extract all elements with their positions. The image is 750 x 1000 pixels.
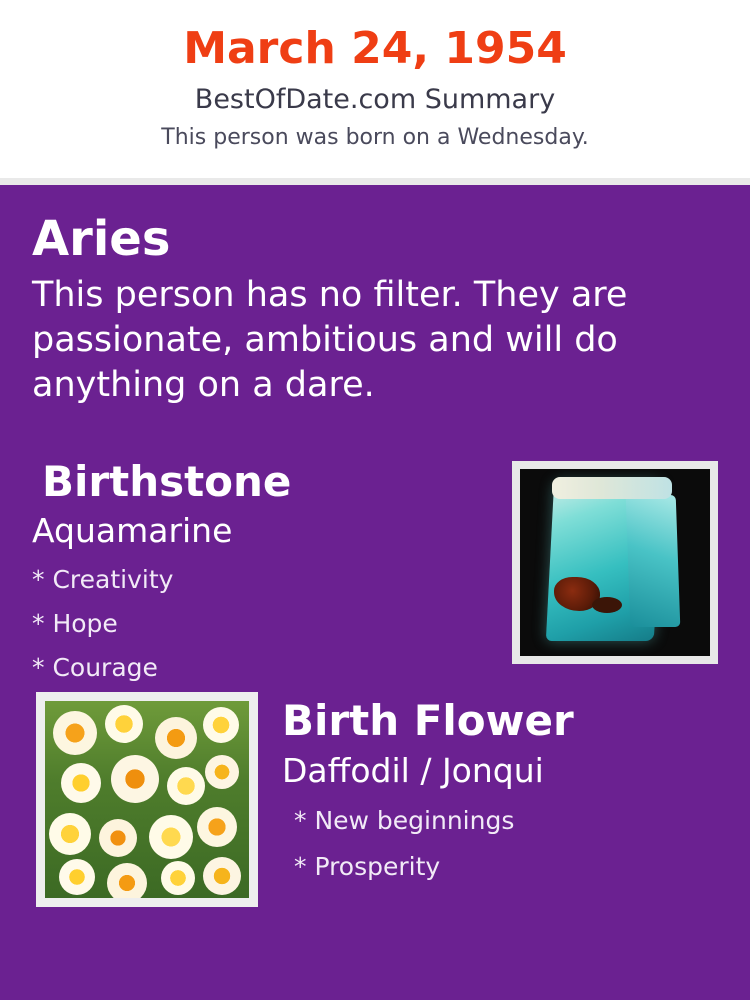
- birth-flower-trait: * New beginnings: [294, 806, 515, 835]
- birth-flower-image: [36, 692, 258, 907]
- header-divider: [0, 178, 750, 185]
- flower-blossom: [111, 755, 159, 803]
- flower-blossom: [161, 861, 195, 895]
- flower-blossom: [59, 859, 95, 895]
- birth-flower-section: [32, 692, 718, 922]
- flower-blossom: [99, 819, 137, 857]
- zodiac-description: This person has no filter. They are passionate, ambitious and will do anything on a dare.: [32, 275, 628, 405]
- birth-weekday-text: This person was born on a Wednesday.: [161, 125, 589, 150]
- flower-blossom: [205, 755, 239, 789]
- flower-blossom: [203, 857, 241, 895]
- flower-blossom: [107, 863, 147, 898]
- birth-flower-text: [282, 692, 718, 890]
- birthstone-image-inner: [520, 469, 710, 656]
- crystal-highlight: [552, 477, 672, 499]
- birthstone-trait: * Hope: [32, 609, 118, 638]
- birthstone-image: [512, 461, 718, 664]
- birthstone-name: Aquamarine: [32, 511, 233, 550]
- flower-blossom: [49, 813, 91, 855]
- flower-blossom: [155, 717, 197, 759]
- zodiac-sign-name: Aries: [32, 211, 171, 267]
- flower-blossom: [197, 807, 237, 847]
- birthstone-heading: Birthstone: [42, 457, 292, 506]
- birth-flower-trait: * Prosperity: [294, 852, 441, 881]
- flower-blossom: [105, 705, 143, 743]
- flower-blossom: [149, 815, 193, 859]
- birthstone-section: [32, 456, 718, 686]
- crystal-shape-secondary: [626, 495, 681, 627]
- birth-flower-heading: Birth Flower: [282, 696, 574, 745]
- birth-date-title: March 24, 1954: [183, 23, 567, 74]
- site-name: BestOfDate.com Summary: [194, 84, 556, 115]
- birth-flower-image-inner: [45, 701, 249, 898]
- crystal-inclusion-small: [592, 597, 622, 613]
- flower-blossom: [167, 767, 205, 805]
- flower-blossom: [53, 711, 97, 755]
- birthstone-trait: * Creativity: [32, 565, 174, 594]
- flower-blossom: [203, 707, 239, 743]
- card-header: [0, 0, 750, 178]
- details-panel: [0, 185, 750, 1000]
- birthstone-trait: * Courage: [32, 653, 158, 682]
- flower-blossom: [61, 763, 101, 803]
- birth-flower-name: Daffodil / Jonqui: [282, 751, 544, 790]
